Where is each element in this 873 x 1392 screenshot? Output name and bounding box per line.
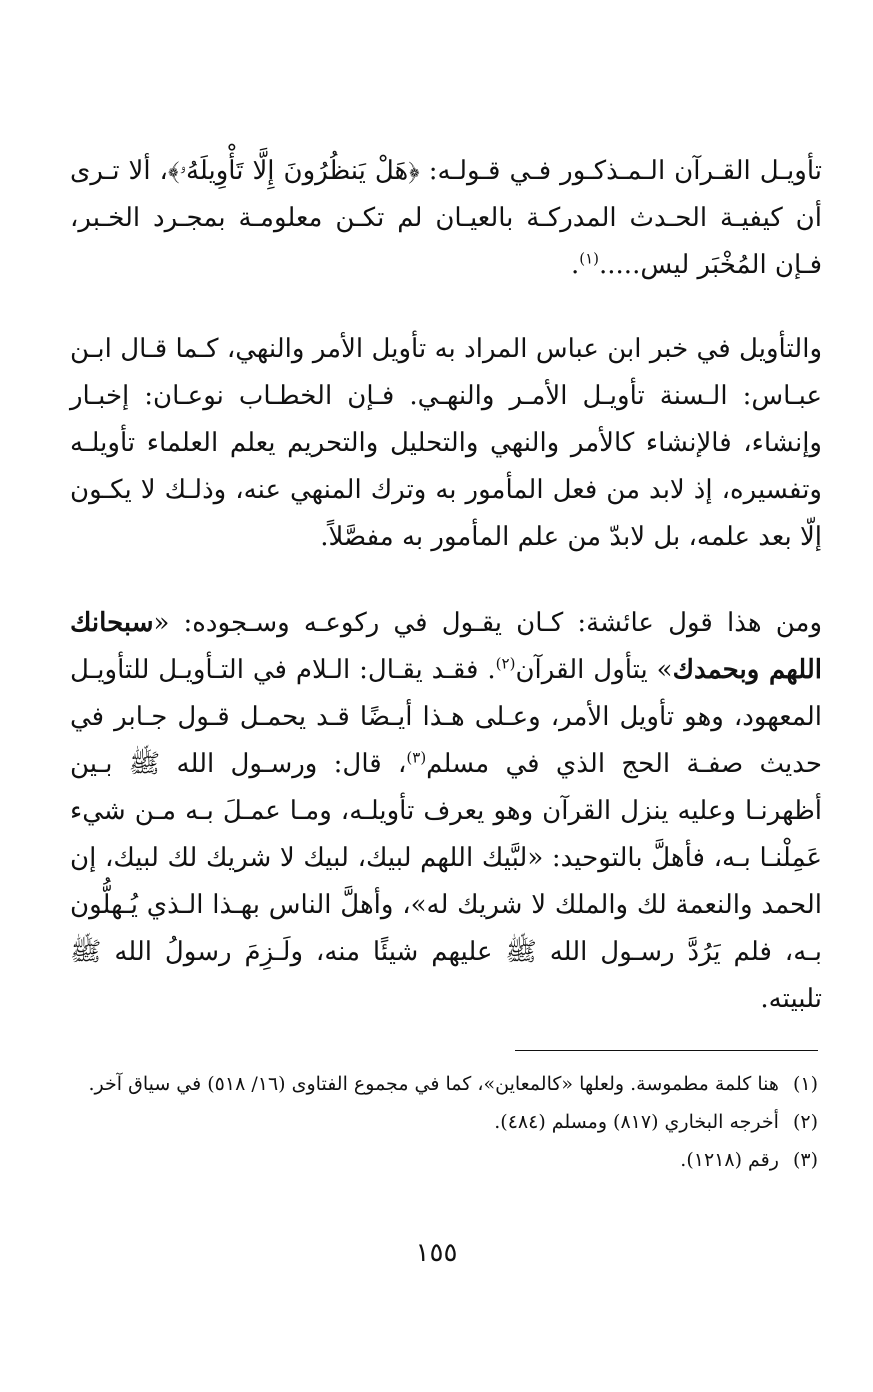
paragraph-3 [70, 600, 822, 1023]
paragraph-3-text-a: ومن هذا قول عائشة: كـان يقـول في ركوعـه وسـجوده: « [153, 608, 823, 638]
footnote-text: أخرجه البخاري (٨١٧) ومسلم (٤٨٤). [494, 1111, 779, 1133]
footnote-item [70, 1103, 818, 1141]
paragraph-3-text-c: . فقـد يقـال: الـلام في التـأويـل للتأويـل المعهود، وهو تأويل الأمر، وعـلى هـذا أيـضًا قـد يحمـل قـول جـابر في حديث صفـة الحج الذي في مسلم [70, 655, 822, 779]
footnote-ref-1[interactable]: (١) [579, 249, 600, 268]
footnote-number: (٢) [792, 1111, 818, 1133]
footnote-text: هنا كلمة مطموسة. ولعلها «كالمعاين»، كما في مجموع الفتاوى (١٦/ ٥١٨) في سياق آخر. [88, 1073, 779, 1095]
paragraph-3-text-b: » يتأول القرآن [515, 655, 673, 685]
footnote-number: (٣) [792, 1149, 818, 1171]
page-number: ١٥٥ [415, 1238, 458, 1268]
footnote-ref-2[interactable]: (٢) [495, 654, 516, 673]
paragraph-1-end: . [570, 250, 580, 280]
paragraph-3-bold-quote: سبحانك اللهم وبحمدك [70, 608, 822, 685]
footnote-divider [515, 1050, 818, 1051]
footnote-text: رقم (١٢١٨). [680, 1149, 779, 1171]
paragraph-1-text: تأويـل القـرآن الـمـذكـور فـي قـولـه: ﴿هَلْ يَنظُرُونَ إِلَّا تَأْوِيلَهُۥ﴾، ألا تـرى أن كيفيـة الحـدث المدركـة بالعيـان لم تكـن معلومـة بمجـرد الخـبر، فـإن المُخْبَر ليس..... [70, 156, 822, 280]
footnote-ref-3[interactable]: (٣) [406, 748, 427, 767]
footnote-item [70, 1141, 818, 1179]
footnote-number: (١) [792, 1073, 818, 1095]
paragraph-2: والتأويل في خبر ابن عباس المراد به تأويل الأمر والنهي، كـما قـال ابـن عبـاس: الـسنة تأويـل الأمـر والنهـي. فـإن الخطـاب نوعـان: إخبـار وإنشاء، فالإنشاء كالأمر والنهي والتحليل والتحريم يعلم العلماء تأويلـه وتفسيره، إذ لابد من فعل المأمور به وترك المنهي عنه، وذلـك لا يكـون إلّا بعد علمه، بل لابدّ من علم المأمور به مفصَّلاً. [70, 334, 822, 552]
paragraph-1 [70, 148, 822, 289]
footnotes-list [70, 1065, 818, 1179]
paragraph-3-text-d: ، قال: ورسـول الله ﷺ بـين أظهرنـا وعليه ينزل القرآن وهو يعرف تأويلـه، ومـا عمـلَ بـه مـن شيء عَمِلْنـا بـه، فأهلَّ بالتوحيد: «لبَّيك اللهم لبيك، لبيك لا شريك لك لبيك، إن الحمد والنعمة لك والملك لا شريك له»، وأهلَّ الناس بهـذا الـذي يُـهلُّون بـه، فلم يَرُدَّ رسـول الله ﷺ عليهم شيئًا منه، ولَـزِمَ رسولُ الله ﷺ تلبيته. [70, 749, 823, 1014]
footnote-item [70, 1065, 818, 1103]
